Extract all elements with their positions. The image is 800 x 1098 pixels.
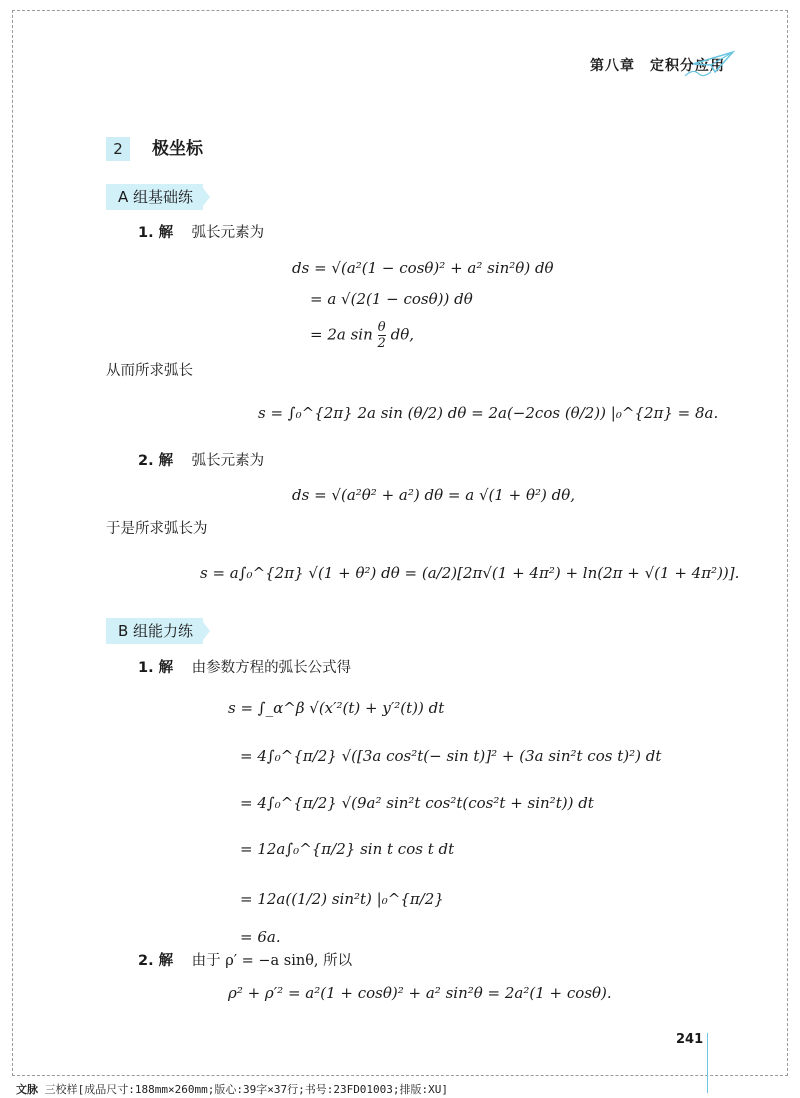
page-rule [707,1033,708,1093]
page-frame [12,10,788,1076]
groupA-q1-eq4: s = ∫₀^{2π} 2a sin (θ/2) dθ = 2a(−2cos (θ/2)) |₀^{2π} = 8a. [258,404,719,422]
groupA-q2-intro: 弧长元素为 [191,453,265,469]
groupB-q1-intro: 由参数方程的弧长公式得 [191,660,352,676]
badge-arrow-icon [200,618,210,644]
section-title: 极坐标 [152,139,203,159]
groupB-q1-eq4: = 12a∫₀^{π/2} sin t cos t dt [240,840,455,858]
groupB-q2-number: 2. 解 [138,953,174,969]
footer-print-info [16,1081,448,1097]
groupB-q1-number: 1. 解 [138,660,174,676]
groupA-q1-text2: 从而所求弧长 [106,363,193,379]
groupB-q1-eq5: = 12a((1/2) sin²t) |₀^{π/2} [240,890,444,908]
groupA-q2-eq1: ds = √(a²θ² + a²) dθ = a √(1 + θ²) dθ, [292,486,576,504]
groupA-q1-eq2: = a √(2(1 − cosθ)) dθ [310,290,473,308]
section-number: 2 [106,137,130,161]
page-number: 241 [676,1032,704,1047]
groupA-q1-eq3: = 2a sin $\frac{\theta}{2}$ dθ, [310,320,414,351]
groupA-q1-number: 1. 解 [138,225,174,241]
footer-brand: 文脉 [16,1083,38,1096]
group-b-label: B 组能力练 [118,622,194,640]
groupB-q2-intro: 由于 ρ′ = −a sinθ, 所以 [191,953,353,969]
groupA-q2-eq2: s = a∫₀^{2π} √(1 + θ²) dθ = (a/2)[2π√(1 + 4π²) + ln(2π + √(1 + 4π²))]. [200,564,740,582]
groupA-q2-number: 2. 解 [138,453,174,469]
paper-plane-icon [683,48,739,80]
groupB-q1-eq6: = 6a. [240,928,281,946]
groupA-q2-text2: 于是所求弧长为 [106,521,208,537]
groupB-q1-eq2: = 4∫₀^{π/2} √([3a cos²t(− sin t)]² + (3a sin²t cos t)²) dt [240,747,662,765]
groupA-q1-intro: 弧长元素为 [191,225,265,241]
group-a-badge [106,184,203,210]
badge-arrow-icon [200,184,210,210]
groupB-q1-eq3: = 4∫₀^{π/2} √(9a² sin²t cos²t(cos²t + sin²t)) dt [240,794,594,812]
groupB-q1-eq1: s = ∫_α^β √(x′²(t) + y′²(t)) dt [228,699,445,717]
chapter-header: 第八章 定积分应用 [590,58,725,74]
group-b-badge [106,618,203,644]
groupB-q2-eq1: ρ² + ρ′² = a²(1 + cosθ)² + a² sin²θ = 2a²(1 + cosθ). [228,984,612,1002]
groupA-q1-eq1: ds = √(a²(1 − cosθ)² + a² sin²θ) dθ [292,259,554,277]
footer-text: 三校样[成品尺寸:188mm×260mm;版心:39字×37行;书号:23FD01003;排版:XU] [44,1083,449,1096]
group-a-label: A 组基础练 [118,188,194,206]
